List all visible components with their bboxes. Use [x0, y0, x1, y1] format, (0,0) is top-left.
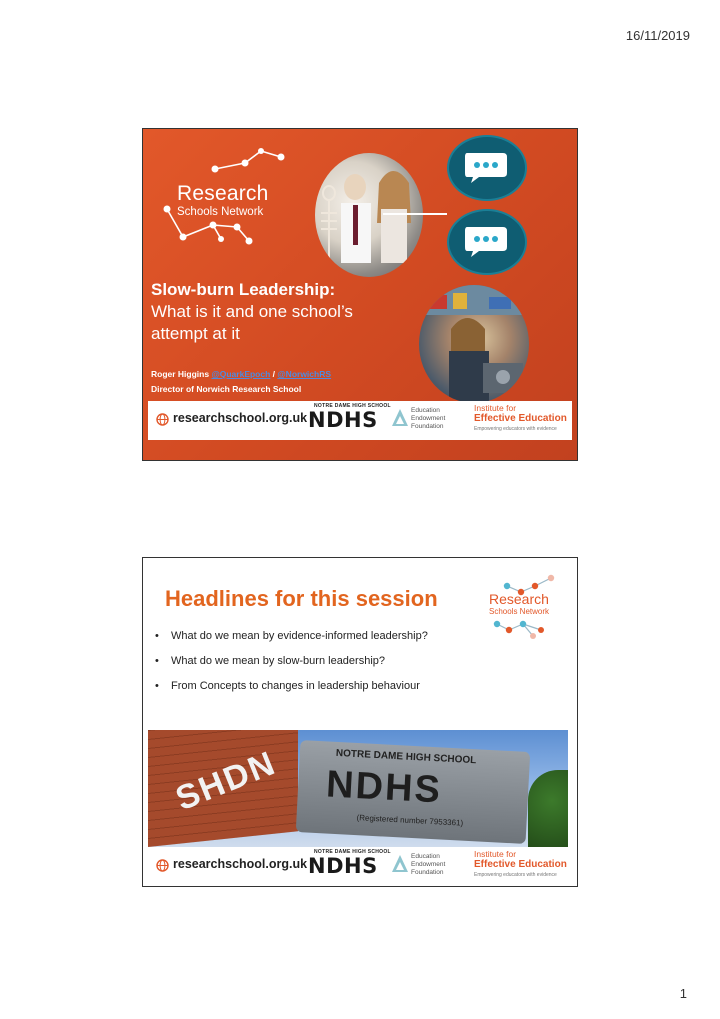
photo-student-workshop — [419, 285, 529, 403]
date-header: 16/11/2019 — [625, 28, 690, 43]
eef-logo-icon — [391, 408, 409, 428]
iee-label-2: Effective Education — [474, 413, 567, 424]
speech-bubble-icon — [463, 151, 509, 185]
twitter-handle-link[interactable]: @QuarkEpoch — [211, 369, 271, 379]
speech-bubble-circle-bottom — [447, 209, 527, 275]
connector-line — [383, 213, 447, 215]
author-block — [151, 367, 331, 397]
ndhs-logo: NDHS — [308, 854, 378, 878]
brand-research: Research — [177, 182, 269, 205]
sponsor-footer — [148, 847, 572, 883]
brick-wall-lettering: SHDN — [170, 743, 282, 819]
sign-registered-number: (Registered number 7953361) — [356, 813, 464, 828]
tree — [528, 770, 568, 847]
handle-separator: / — [270, 369, 278, 379]
slide-title — [151, 279, 411, 345]
page-number: 1 — [679, 986, 687, 1001]
globe-icon — [156, 413, 169, 426]
research-schools-logo — [477, 572, 567, 647]
ndhs-school-label: NOTRE DAME HIGH SCHOOL — [314, 403, 391, 409]
bullet-item: • What do we mean by slow-burn leadership? — [155, 655, 428, 667]
ndhs-school-label: NOTRE DAME HIGH SCHOOL — [314, 849, 391, 855]
bullet-list — [155, 630, 428, 705]
author-role: Director of Norwich Research School — [151, 384, 302, 394]
slide-2-headlines — [142, 557, 578, 887]
sign-school-name: NOTRE DAME HIGH SCHOOL — [335, 747, 477, 767]
iee-tagline: Empowering educators with evidence — [474, 872, 557, 878]
iee-tagline: Empowering educators with evidence — [474, 426, 557, 432]
speech-bubble-icon — [463, 225, 509, 259]
globe-icon — [156, 859, 169, 872]
title-bold: Slow-burn Leadership: — [151, 280, 336, 299]
brand-schools-network: Schools Network — [489, 607, 550, 616]
title-line-3: attempt at it — [151, 324, 240, 343]
speech-bubble-circle-top — [447, 135, 527, 201]
photo-students-skeleton — [315, 153, 423, 277]
website-link[interactable]: researchschool.org.uk — [173, 857, 308, 871]
ndhs-logo: NDHS — [308, 408, 378, 432]
iee-label-1: Institute for — [474, 849, 517, 859]
title-line-2: What is it and one school’s — [151, 302, 353, 321]
slide-heading: Headlines for this session — [165, 586, 438, 611]
iee-label-1: Institute for — [474, 403, 517, 413]
photo-school-building — [148, 730, 568, 847]
author-name: Roger Higgins — [151, 369, 210, 379]
sponsor-footer — [148, 401, 572, 440]
research-schools-brand — [177, 183, 268, 219]
sign-ndhs: NDHS — [325, 763, 443, 812]
school-sign — [296, 740, 530, 844]
iee-label-2: Effective Education — [474, 859, 567, 870]
eef-label: Education Endowment Foundation — [411, 853, 446, 876]
slide-1-title — [142, 128, 578, 461]
website-link[interactable]: researchschool.org.uk — [173, 411, 308, 425]
eef-label: Education Endowment Foundation — [411, 407, 446, 430]
bullet-item: • What do we mean by evidence-informed leadership? — [155, 630, 428, 642]
brand-research: Research — [489, 591, 549, 607]
twitter-handle-link[interactable]: @NorwichRS — [277, 369, 332, 379]
bullet-item: • From Concepts to changes in leadership behaviour — [155, 680, 428, 692]
brand-schools-network: Schools Network — [177, 206, 264, 218]
eef-logo-icon — [391, 854, 409, 874]
